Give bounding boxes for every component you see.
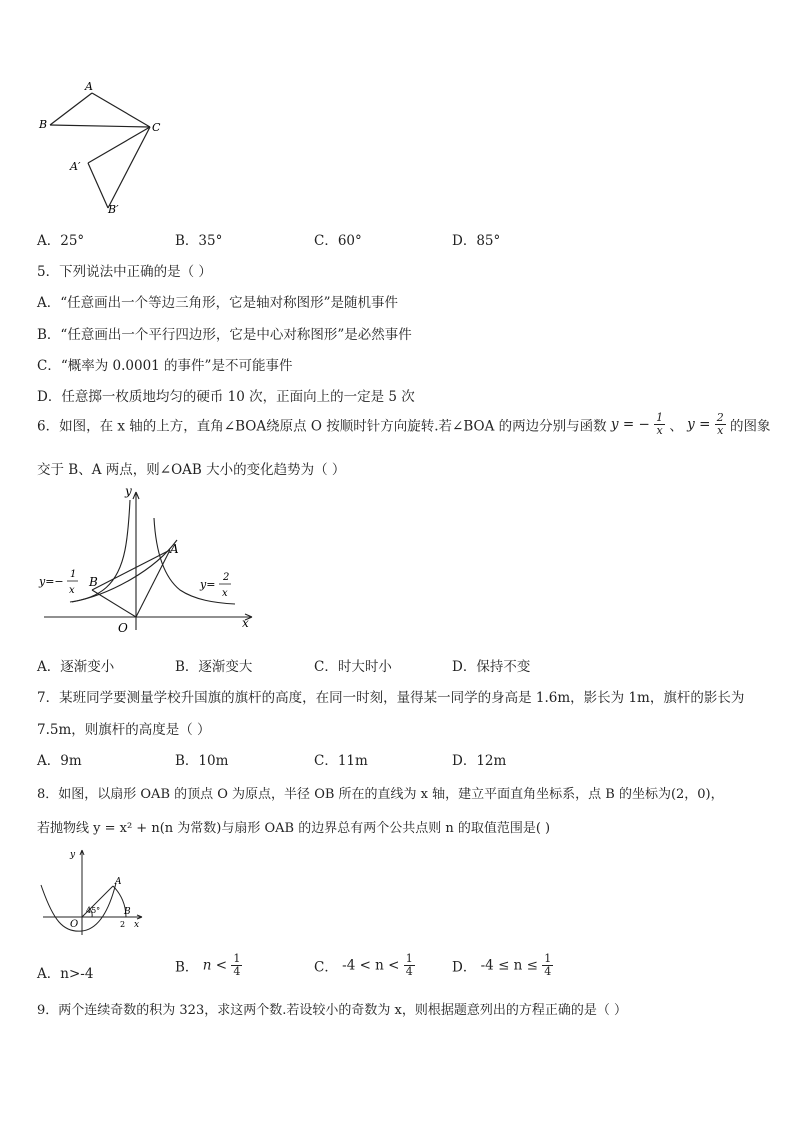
q6-eq1-fraction	[654, 412, 665, 437]
q8-option-b-expr: n <	[202, 957, 228, 974]
q4-figure	[30, 75, 170, 220]
q6-graph-label-a: A	[170, 542, 179, 556]
q6-graph-y-axis: y	[125, 484, 132, 498]
q6-graph-left-num: 1	[70, 569, 77, 580]
q5-option-b: B．“任意画出一个平行四边形，它是中心对称图形”是必然事件	[37, 327, 412, 343]
q7-stem-line1: 7．某班同学要测量学校升国旗的旗杆的高度，在同一时刻，量得某一同学的身高是 1.6m，影长为 1m，旗杆的影长为	[37, 690, 745, 706]
q8-option-d-prefix: D．	[452, 959, 477, 976]
q8-stem-line2: 若抛物线 y = x² + n(n 为常数)与扇形 OAB 的边界总有两个公共点则 n 的取值范围是( )	[37, 821, 551, 836]
q6-graph	[30, 480, 260, 640]
q6-stem-text: 6．如图，在 x 轴的上方，直角∠BOA绕原点 O 按顺时针方向旋转.若∠BOA 的两边分别与函数	[37, 418, 607, 435]
q8-option-a: A．n>-4	[37, 966, 94, 982]
q5-option-d: D．任意掷一枚质地均匀的硬币 10 次，正面向上的一定是 5 次	[37, 389, 415, 405]
q6-eq1-lhs: y = −	[610, 416, 650, 433]
q7-option-a: A．9m	[37, 753, 82, 769]
q8-graph-origin: O	[70, 919, 79, 930]
q6-eq2-fraction	[715, 412, 726, 437]
q8-option-b-prefix: B．	[175, 959, 199, 976]
q6-separator: 、	[669, 418, 683, 435]
q7-stem-line2: 7.5m，则旗杆的高度是（ ）	[37, 722, 211, 738]
q8-option-c-expr: -4 < n <	[342, 957, 400, 974]
q8-graph-label-b: B	[124, 907, 131, 917]
q6-option-b: B．逐渐变大	[175, 659, 253, 675]
q6-graph-left-den: x	[69, 585, 75, 596]
q6-eq2-numerator: 2	[716, 411, 724, 424]
q6-graph-right-den: x	[222, 588, 228, 599]
q8-option-c	[314, 953, 415, 978]
q6-stem	[37, 412, 770, 437]
q8-option-b-numerator: 1	[233, 952, 241, 965]
q6-stem-line2: 交于 B、A 两点，则∠OAB 大小的变化趋势为（ ）	[37, 462, 346, 478]
q6-option-d: D．保持不变	[452, 659, 531, 675]
q8-option-c-denominator: 4	[405, 965, 413, 978]
q4-label-a-prime: A′	[70, 160, 81, 173]
q8-graph	[38, 845, 148, 940]
q8-option-b-denominator: 4	[233, 965, 241, 978]
q4-label-a: A	[85, 80, 93, 93]
q5-stem: 5．下列说法中正确的是（ ）	[37, 264, 212, 280]
q4-label-c: C	[152, 121, 161, 134]
q6-graph-right-num: 2	[223, 572, 230, 583]
q6-graph-left-eq: y=−	[39, 575, 64, 588]
q5-option-c: C．“概率为 0.0001 的事件”是不可能事件	[37, 358, 293, 374]
q6-graph-label-b: B	[89, 575, 98, 589]
q8-stem-line1: 8．如图，以扇形 OAB 的顶点 O 为原点，半径 OB 所在的直线为 x 轴，建立平面直角坐标系，点 B 的坐标为(2，0)，	[37, 787, 724, 802]
q8-graph-angle: 45°	[86, 906, 101, 915]
q6-eq2-lhs: y =	[687, 416, 711, 433]
q8-graph-tick-2: 2	[120, 920, 126, 929]
q8-option-d-numerator: 1	[544, 952, 552, 965]
q8-option-d	[452, 953, 553, 978]
q6-option-a: A．逐渐变小	[37, 659, 115, 675]
q8-graph-x: x	[134, 920, 140, 930]
q4-option-c: C．60°	[314, 233, 362, 249]
q8-option-c-prefix: C．	[314, 959, 338, 976]
q4-label-b: B	[39, 118, 48, 131]
q6-graph-x-axis: x	[242, 616, 249, 630]
q6-graph-right-eq: y=	[200, 578, 216, 591]
q6-eq1-denominator: x	[656, 424, 663, 437]
q8-option-c-numerator: 1	[405, 952, 413, 965]
q8-option-d-expr: -4 ≤ n ≤	[480, 957, 538, 974]
q8-option-d-fraction	[542, 953, 553, 978]
q9-stem: 9．两个连续奇数的积为 323，求这两个数.若设较小的奇数为 x，则根据题意列出的方程正确的是（ ）	[37, 1003, 627, 1018]
q8-option-b	[175, 953, 242, 978]
q6-eq2-denominator: x	[717, 424, 724, 437]
q7-option-b: B．10m	[175, 753, 229, 769]
q4-option-d: D．85°	[452, 233, 501, 249]
q4-option-a: A．25°	[37, 233, 85, 249]
q6-eq1-numerator: 1	[656, 411, 664, 424]
q8-option-b-fraction	[231, 953, 242, 978]
q4-option-b: B．35°	[175, 233, 223, 249]
q6-graph-origin: O	[118, 621, 128, 635]
q8-graph-y: y	[70, 850, 76, 860]
q8-graph-label-a: A	[115, 877, 122, 887]
q8-option-d-denominator: 4	[544, 965, 552, 978]
q6-stem-end: 的图象	[729, 418, 771, 435]
q8-option-c-fraction	[404, 953, 415, 978]
q5-option-a: A．“任意画出一个等边三角形，它是轴对称图形”是随机事件	[37, 295, 399, 311]
q7-option-d: D．12m	[452, 753, 507, 769]
q6-option-c: C．时大时小	[314, 659, 392, 675]
q7-option-c: C．11m	[314, 753, 368, 769]
q4-label-b-prime: B′	[108, 203, 119, 216]
